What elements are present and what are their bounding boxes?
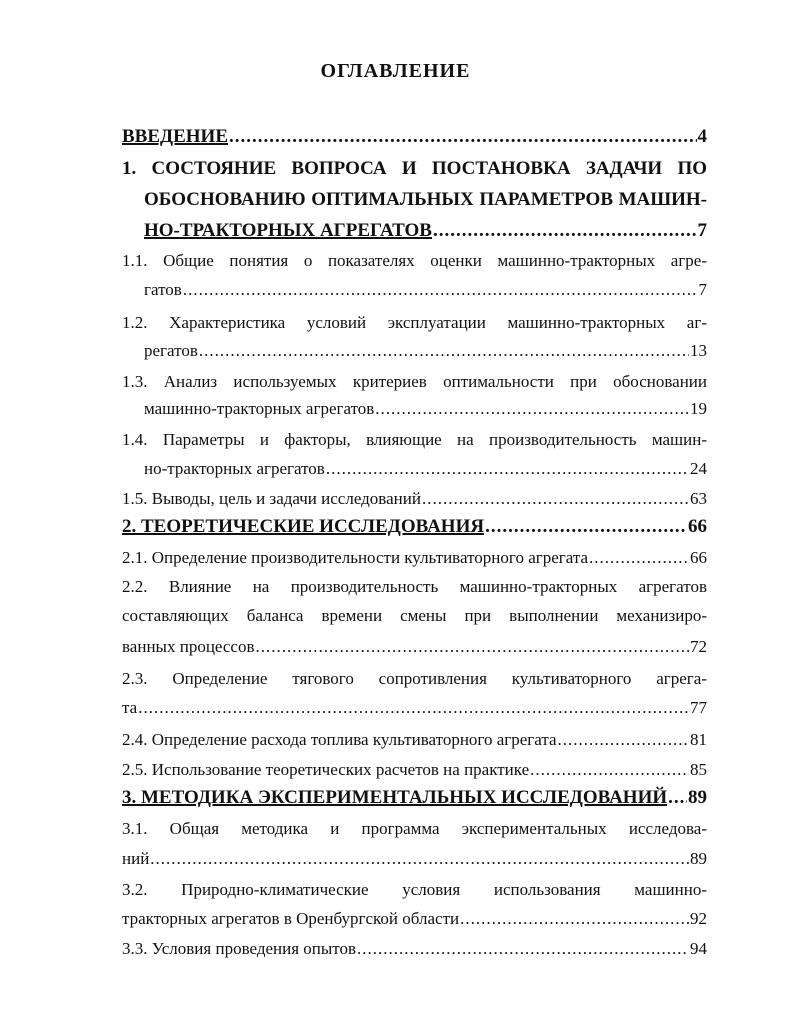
toc-page-number: 85	[690, 760, 707, 779]
toc-chapter-1-line2[interactable]: ОБОСНОВАНИЮ ОПТИМАЛЬНЫХ ПАРАМЕТРОВ МАШИН-	[144, 189, 707, 210]
toc-leader-dots	[326, 458, 689, 480]
toc-leader-dots	[589, 547, 689, 569]
toc-section-2-2-line1[interactable]: 2.2. Влияние на производительность машинно-тракторных агрегатов	[122, 577, 707, 596]
toc-entry-text: ний	[122, 849, 150, 868]
toc-section-1-1-line1[interactable]: 1.1. Общие понятия о показателях оценки машинно-тракторных агре-	[122, 251, 707, 270]
toc-page-number: 94	[690, 939, 707, 958]
toc-entry-text: но-тракторных агрегатов	[144, 459, 325, 478]
toc-entry-text: 3.3. Условия проведения опытов	[122, 939, 357, 958]
toc-leader-dots	[256, 636, 690, 658]
toc-section-2-2-line2[interactable]: составляющих баланса времени смены при выполнении механизиро-	[122, 606, 707, 625]
toc-section-2-5[interactable]	[122, 759, 707, 781]
toc-section-2-1[interactable]	[122, 547, 707, 569]
toc-section-1-5[interactable]	[122, 488, 707, 510]
toc-section-1-3-line2[interactable]	[144, 398, 707, 420]
toc-section-1-4-line2[interactable]	[144, 458, 707, 480]
toc-section-1-1-line2[interactable]	[144, 279, 707, 301]
toc-section-3-3[interactable]	[122, 938, 707, 960]
toc-section-2-2-line3[interactable]	[122, 636, 707, 658]
toc-page-number: 77	[690, 698, 707, 717]
toc-chapter-1-line1[interactable]: 1. СОСТОЯНИЕ ВОПРОСА И ПОСТАНОВКА ЗАДАЧИ ПО	[122, 158, 707, 179]
toc-page-number: 72	[690, 637, 707, 656]
toc-leader-dots	[150, 848, 689, 870]
toc-chapter-1-line3[interactable]	[144, 220, 707, 242]
toc-leader-dots	[422, 488, 689, 510]
toc-page-number: 13	[690, 341, 707, 360]
toc-page-number: 4	[697, 126, 707, 147]
toc-section-3-1-line2[interactable]	[122, 848, 707, 870]
toc-page-number: 66	[688, 516, 707, 537]
toc-leader-dots	[138, 697, 689, 719]
toc-leader-dots	[357, 938, 689, 960]
toc-leader-dots	[460, 908, 689, 930]
toc-entry-text: ВВЕДЕНИЕ	[122, 126, 228, 147]
toc-section-1-2-line2[interactable]	[144, 340, 707, 362]
toc-section-2-3-line1[interactable]: 2.3. Определение тягового сопротивления культиваторного агрега-	[122, 669, 707, 688]
toc-leader-dots	[485, 516, 687, 538]
toc-section-3-2-line2[interactable]	[122, 908, 707, 930]
toc-entry-text: гатов	[144, 280, 182, 299]
toc-entry-text: 1.5. Выводы, цель и задачи исследований	[122, 489, 421, 508]
toc-leader-dots	[668, 787, 687, 809]
toc-section-2-4[interactable]	[122, 729, 707, 751]
toc-entry-text: машинно-тракторных агрегатов	[144, 399, 375, 418]
page-title: ОГЛАВЛЕНИЕ	[320, 60, 471, 82]
toc-entry-text: тракторных агрегатов в Оренбургской области	[122, 909, 460, 928]
toc-page-number: 24	[690, 459, 707, 478]
toc-page-number: 7	[697, 220, 707, 241]
toc-page-number: 19	[690, 399, 707, 418]
toc-leader-dots	[229, 126, 697, 148]
toc-section-3-1-line1[interactable]: 3.1. Общая методика и программа экспериментальных исследова-	[122, 819, 707, 838]
toc-chapter-2[interactable]	[122, 516, 707, 538]
toc-entry-text: та	[122, 698, 138, 717]
toc-entry-text: регатов	[144, 341, 198, 360]
toc-entry-text: 2.5. Использование теоретических расчетов на практике	[122, 760, 530, 779]
toc-leader-dots	[433, 220, 697, 242]
toc-section-1-2-line1[interactable]: 1.2. Характеристика условий эксплуатации машинно-тракторных аг-	[122, 313, 707, 332]
toc-page-number: 81	[690, 730, 707, 749]
toc-page-number: 7	[698, 280, 707, 299]
toc-entry-text: ванных процессов	[122, 637, 255, 656]
toc-entry-text: 2.4. Определение расхода топлива культиваторного агрегата	[122, 730, 557, 749]
toc-chapter-3[interactable]	[122, 787, 707, 809]
toc-section-1-3-line1[interactable]: 1.3. Анализ используемых критериев оптимальности при обосновании	[122, 372, 707, 391]
toc-section-2-3-line2[interactable]	[122, 697, 707, 719]
toc-leader-dots	[183, 279, 698, 301]
toc-section-1-4-line1[interactable]: 1.4. Параметры и факторы, влияющие на производительность машин-	[122, 430, 707, 449]
toc-entry-intro[interactable]	[122, 126, 707, 148]
toc-section-3-2-line1[interactable]: 3.2. Природно-климатические условия использования машинно-	[122, 880, 707, 899]
toc-page-number: 66	[690, 548, 707, 567]
toc-entry-text: 3. МЕТОДИКА ЭКСПЕРИМЕНТАЛЬНЫХ ИССЛЕДОВАНИЙ	[122, 787, 668, 808]
toc-leader-dots	[199, 340, 689, 362]
toc-page-number: 89	[690, 849, 707, 868]
toc-page-number: 89	[688, 787, 707, 808]
toc-leader-dots	[558, 729, 689, 751]
toc-page-number: 63	[690, 489, 707, 508]
toc-leader-dots	[530, 759, 689, 781]
toc-entry-text: 2. ТЕОРЕТИЧЕСКИЕ ИССЛЕДОВАНИЯ	[122, 516, 485, 537]
toc-entry-text: 2.1. Определение производительности культиваторного агрегата	[122, 548, 589, 567]
toc-leader-dots	[375, 398, 689, 420]
toc-entry-text: НО-ТРАКТОРНЫХ АГРЕГАТОВ	[144, 220, 432, 241]
toc-page-number: 92	[690, 909, 707, 928]
